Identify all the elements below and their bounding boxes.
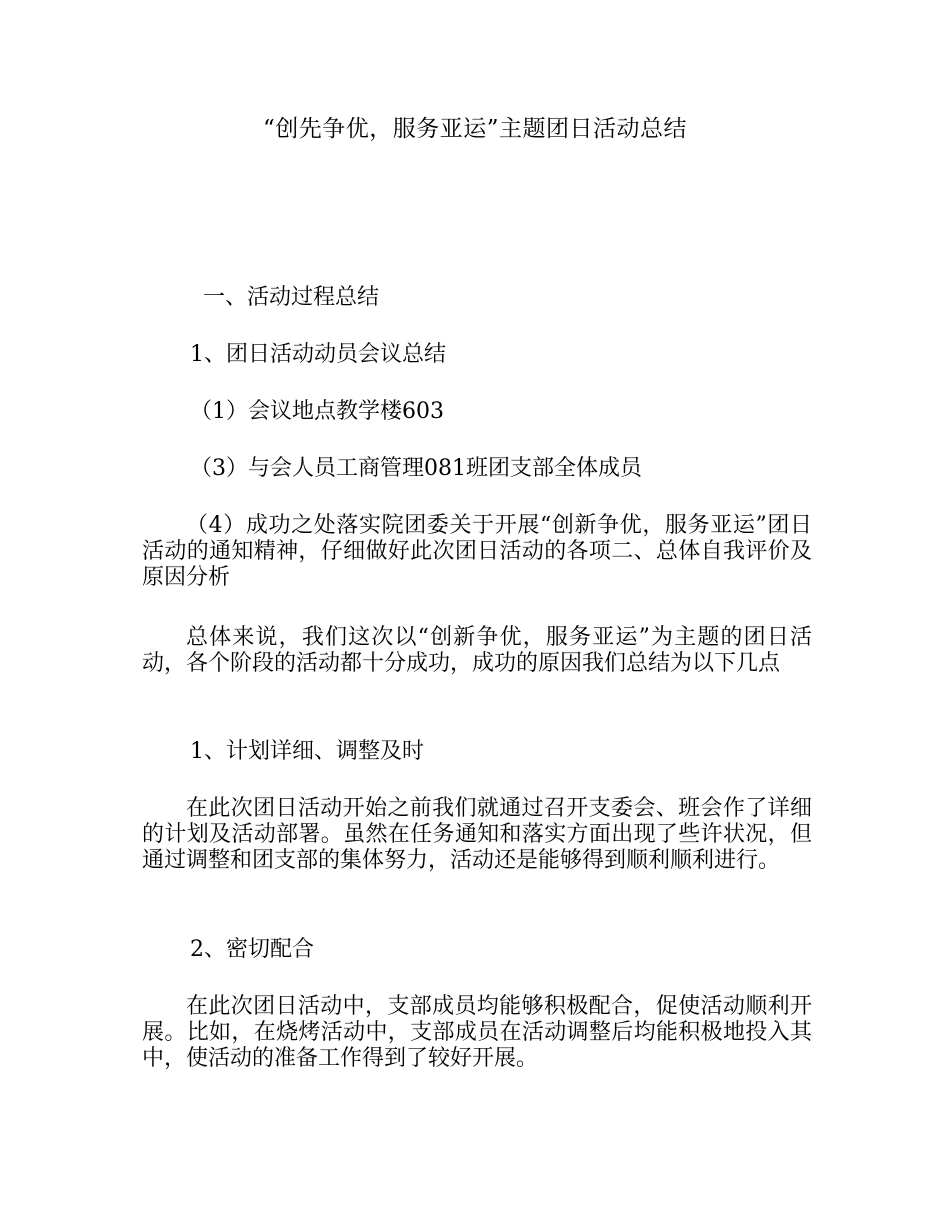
point-planning-paragraph: 在此次团日活动开始之前我们就通过召开支委会、班会作了详细的计划及活动部署。虽然在任务通知和落实方面出现了些许状况，但通过调整和团支部的集体努力，活动还是能够得到顺利顺利进行。 bbox=[142, 796, 812, 873]
point-heading-cooperation: 2、密切配合 bbox=[190, 937, 314, 962]
item-attendees: （3）与会人员工商管理081班团支部全体成员 bbox=[190, 456, 642, 481]
point-heading-planning: 1、计划详细、调整及时 bbox=[190, 739, 424, 764]
subheading-mobilization-meeting: 1、团日活动动员会议总结 bbox=[190, 342, 446, 367]
document-title: “创先争优，服务亚运”主题团日活动总结 bbox=[262, 116, 688, 142]
section-heading-activity-process: 一、活动过程总结 bbox=[203, 285, 380, 310]
point-cooperation-paragraph: 在此次团日活动中，支部成员均能够积极配合，促使活动顺利开展。比如，在烧烤活动中，支部成员在活动调整后均能积极地投入其中，使活动的准备工作得到了较好开展。 bbox=[142, 994, 812, 1071]
item-successes-paragraph: （4）成功之处落实院团委关于开展“创新争优，服务亚运”团日活动的通知精神，仔细做好此次团日活动的各项二、总体自我评价及原因分析 bbox=[142, 513, 812, 590]
overall-evaluation-paragraph: 总体来说，我们这次以“创新争优，服务亚运”为主题的团日活动，各个阶段的活动都十分成功，成功的原因我们总结为以下几点 bbox=[142, 625, 812, 676]
item-meeting-location: （1）会议地点教学楼603 bbox=[190, 399, 444, 424]
